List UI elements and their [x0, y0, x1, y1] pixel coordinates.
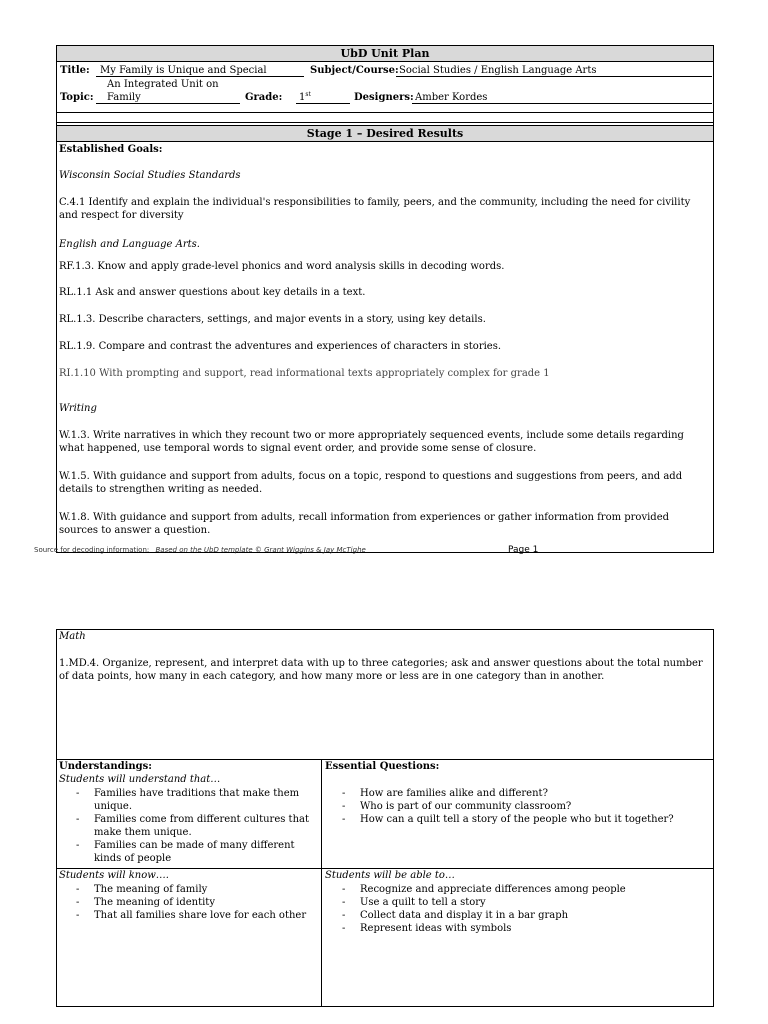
list-item: - Families have traditions that make them unique. [58, 787, 316, 813]
list-item: - That all families share love for each other [58, 909, 316, 922]
grade-label: Grade: [245, 92, 283, 103]
title-label: Title: [60, 65, 90, 76]
goals-heading: Established Goals: [59, 144, 163, 155]
topic-label: Topic: [60, 92, 94, 103]
designers-underline [412, 103, 712, 104]
subject-label: Subject/Course: [310, 65, 399, 76]
able-heading: Students will be able to… [325, 870, 455, 881]
list-item: - Recognize and appreciate differences among people [324, 883, 712, 896]
footer-source [34, 546, 366, 554]
understandings-sub: Students will understand that… [59, 774, 221, 785]
list-item: - Who is part of our community classroom? [324, 800, 712, 813]
know-list [58, 883, 316, 922]
column-divider [321, 759, 322, 1007]
know-heading: Students will know…. [59, 870, 169, 881]
list-item: - Use a quilt to tell a story [324, 896, 712, 909]
topic-value-line2: Family [107, 92, 141, 103]
grade-number: 1 [299, 92, 306, 103]
list-item: - Families come from different cultures that make them unique. [58, 813, 316, 839]
standard-rl13: RL.1.3. Describe characters, settings, and major events in a story, using key details. [59, 314, 486, 325]
title-underline [96, 76, 304, 77]
list-item: - The meaning of identity [58, 896, 316, 909]
standard-w15: W.1.5. With guidance and support from adults, focus on a topic, respond to questions and suggestions from peers, and add details to strengthen writing as needed. [59, 471, 683, 495]
title-value: My Family is Unique and Special [100, 65, 267, 76]
header-divider-2 [56, 122, 714, 123]
standard-ri110: RI.1.10 With prompting and support, read informational texts appropriately complex for grade 1 [59, 368, 550, 379]
list-item: - Collect data and display it in a bar graph [324, 909, 712, 922]
standard-rf13: RF.1.3. Know and apply grade-level phonics and word analysis skills in decoding words. [59, 261, 505, 272]
math-heading: Math [59, 631, 86, 642]
standard-c41: C.4.1 Identify and explain the individual's responsibilities to family, peers, and the community, including the need for civility and respect for diversity [59, 197, 691, 221]
ela-heading: English and Language Arts. [59, 239, 200, 250]
header-divider-1 [56, 112, 714, 113]
standard-w13: W.1.3. Write narratives in which they recount two or more appropriately sequenced events, include some details regarding what happened, use temporal words to signal event order, and provide some sense of closure. [59, 430, 684, 454]
designers-value: Amber Kordes [415, 92, 488, 103]
stage1-title: Stage 1 – Desired Results [56, 125, 714, 142]
standard-rl19: RL.1.9. Compare and contrast the adventures and experiences of characters in stories. [59, 341, 502, 352]
list-item: - How are families alike and different? [324, 787, 712, 800]
list-item: - How can a quilt tell a story of the people who but it together? [324, 813, 712, 826]
standard-md4: 1.MD.4. Organize, represent, and interpret data with up to three categories; ask and answer questions about the total number of data points, how many in each category, and how many more or less are in one category than in another. [59, 658, 703, 682]
subject-value: Social Studies / English Language Arts [399, 65, 597, 76]
understandings-list [58, 787, 316, 865]
able-list [324, 883, 712, 935]
topic-underline [96, 103, 240, 104]
standard-rl11: RL.1.1 Ask and answer questions about key details in a text. [59, 287, 366, 298]
footer-source-label: Source for decoding information: [34, 546, 150, 554]
understandings-heading: Understandings: [59, 761, 152, 772]
standard-w18: W.1.8. With guidance and support from adults, recall information from experiences or gather information from provided sources to answer a question. [59, 512, 670, 536]
designers-label: Designers: [354, 92, 414, 103]
grade-suffix: st [305, 91, 311, 98]
list-item: - The meaning of family [58, 883, 316, 896]
topic-value-line1: An Integrated Unit on [107, 79, 219, 90]
list-item: - Represent ideas with symbols [324, 922, 712, 935]
eq-list [324, 787, 712, 826]
wi-standards-heading: Wisconsin Social Studies Standards [59, 170, 241, 181]
footer-template: Based on the UbD template © Grant Wiggins & Jay McTighe [155, 546, 366, 554]
footer-page: Page 1 [508, 545, 539, 555]
eq-heading: Essential Questions: [325, 761, 440, 772]
unit-plan-title: UbD Unit Plan [56, 45, 714, 62]
subject-underline [396, 76, 712, 77]
grade-underline [296, 103, 350, 104]
list-item: - Families can be made of many different kinds of people [58, 839, 316, 865]
writing-heading: Writing [59, 403, 97, 414]
